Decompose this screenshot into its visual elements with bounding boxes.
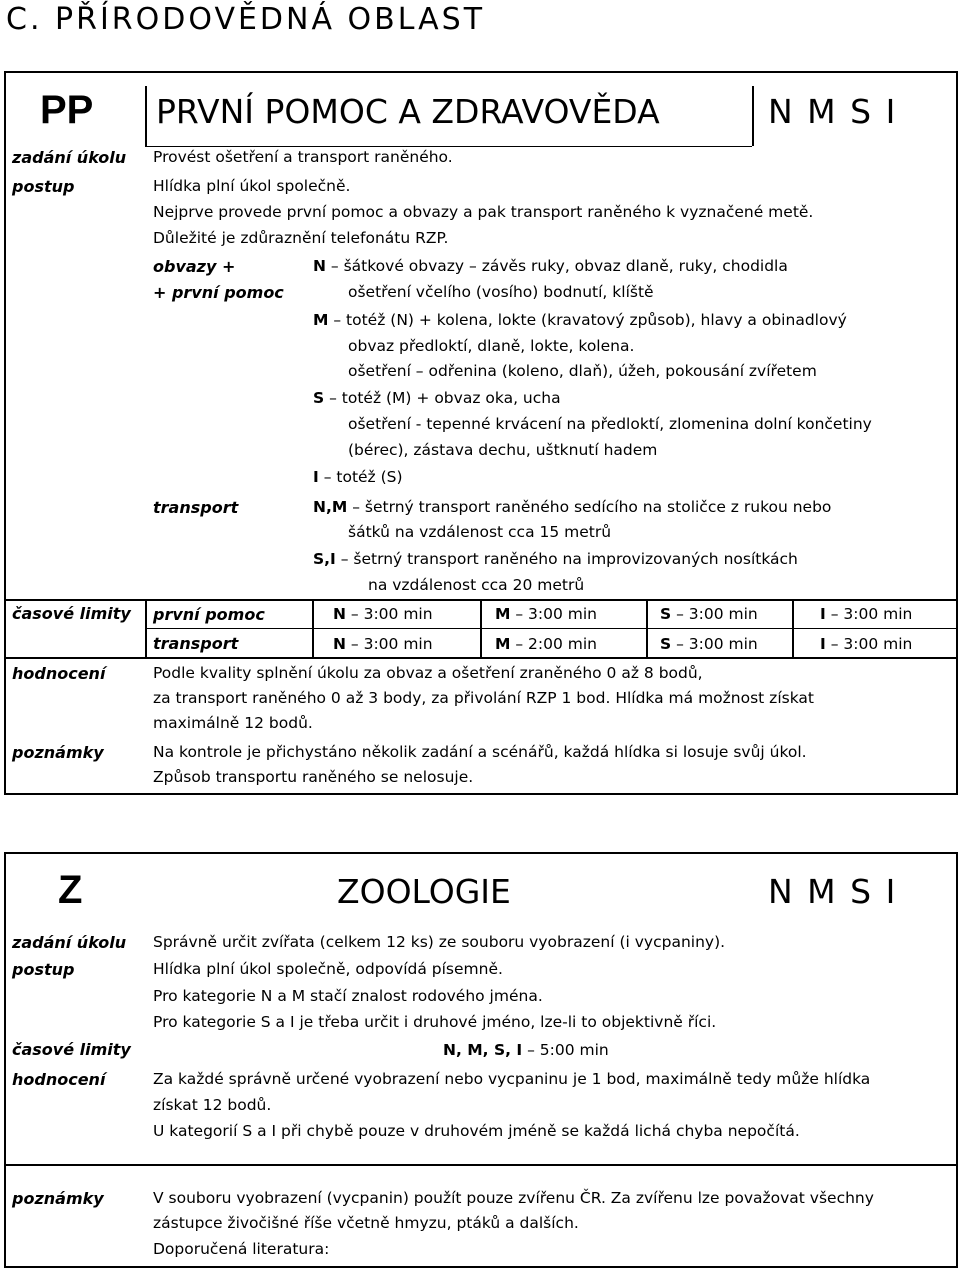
page-title: C. PŘÍRODOVĚDNÁ OBLAST [6,2,486,37]
pp-first-aid-line: I – totéž (S) [313,468,403,486]
pp-time-first-aid-label: první pomoc [153,605,265,624]
z-notes-line: zástupce živočišné říše včetně hmyzu, ptáků a dalších. [153,1214,579,1232]
pp-time-cell: N – 3:00 min [333,635,433,653]
pp-time-cell: S – 3:00 min [660,605,758,623]
pp-title: PRVNÍ POMOC A ZDRAVOVĚDA [156,92,660,131]
pp-notes-line: Na kontrole je přichystáno několik zadání a scénářů, každá hlídka si losuje svůj úkol. [153,743,807,761]
z-time: N, M, S, I – 5:00 min [443,1041,609,1059]
pp-first-aid-line: (bérec), zástava dechu, uštknutí hadem [348,441,658,459]
pp-first-aid-line: ošetření - tepenné krvácení na předloktí, zlomenina dolní končetiny [348,415,872,433]
pp-first-aid-line: N – šátkové obvazy – závěs ruky, obvaz dlaně, ruky, chodidla [313,257,788,275]
pp-first-aid-line: S – totéž (M) + obvaz oka, ucha [313,389,561,407]
pp-sub-label-bandage: obvazy + [153,257,236,276]
pp-first-aid-line: obvaz předloktí, dlaně, lokte, kolena. [348,337,635,355]
z-eval-line: U kategorií S a I při chybě pouze v druhovém jméně se každá lichá chyba nepočítá. [153,1122,800,1140]
pp-label-procedure: postup [12,177,75,196]
pp-eval-line: Podle kvality splnění úkolu za obvaz a ošetření zraněného 0 až 8 bodů, [153,664,703,682]
z-label-eval: hodnocení [12,1070,106,1089]
z-label-notes: poznámky [12,1189,104,1208]
pp-procedure-line: Nejprve provede první pomoc a obvazy a pak transport raněného k vyznačené metě. [153,203,814,221]
z-notes-line: Doporučená literatura: [153,1240,330,1258]
z-procedure-line: Pro kategorie N a M stačí znalost rodového jména. [153,987,543,1005]
z-notes-line: V souboru vyobrazení (vycpanin) použít pouze zvířenu ČR. Za zvířenu lze považovat všechny [153,1189,874,1207]
pp-eval-line: maximálně 12 bodů. [153,714,313,732]
z-title: ZOOLOGIE [337,872,511,911]
z-procedure-line: Hlídka plní úkol společně, odpovídá písemně. [153,960,503,978]
pp-notes-line: Způsob transportu raněného se nelosuje. [153,768,474,786]
z-procedure-line: Pro kategorie S a I je třeba určit i druhové jméno, lze-li to objektivně říci. [153,1013,717,1031]
pp-time-transport-label: transport [153,634,239,653]
pp-transport-line: S,I – šetrný transport raněného na improvizovaných nosítkách [313,550,798,568]
z-code: Z [58,868,83,912]
pp-categories: N M S I [768,92,898,131]
z-task: Správně určit zvířata (celkem 12 ks) ze souboru vyobrazení (i vycpaniny). [153,933,726,951]
pp-time-cell: I – 3:00 min [820,635,913,653]
pp-procedure-line: Hlídka plní úkol společně. [153,177,351,195]
pp-transport-line: šátků na vzdálenost cca 15 metrů [348,523,612,541]
pp-eval-line: za transport raněného 0 až 3 body, za přivolání RZP 1 bod. Hlídka má možnost získat [153,689,814,707]
pp-procedure-line: Důležité je zdůraznění telefonátu RZP. [153,229,449,247]
z-eval-line: Za každé správně určené vyobrazení nebo vycpaninu je 1 bod, maximálně tedy může hlídka [153,1070,871,1088]
pp-code: PP [40,88,94,132]
z-label-task: zadání úkolu [12,933,127,952]
pp-transport-line: na vzdálenost cca 20 metrů [368,576,585,594]
pp-first-aid-line: M – totéž (N) + kolena, lokte (kravatový způsob), hlavy a obinadlový [313,311,847,329]
pp-first-aid-line: ošetření včelího (vosího) bodnutí, klíště [348,283,654,301]
z-categories: N M S I [768,872,898,911]
z-label-time: časové limity [12,1040,131,1059]
pp-time-cell: S – 3:00 min [660,635,758,653]
pp-task: Provést ošetření a transport raněného. [153,148,453,166]
pp-label-time: časové limity [12,604,131,623]
pp-time-cell: M – 2:00 min [495,635,598,653]
pp-time-cell: M – 3:00 min [495,605,598,623]
pp-label-eval: hodnocení [12,664,106,683]
pp-sub-label-transport: transport [153,498,239,517]
pp-time-cell: I – 3:00 min [820,605,913,623]
z-label-procedure: postup [12,960,75,979]
z-eval-line: získat 12 bodů. [153,1096,272,1114]
pp-first-aid-line: ošetření – odřenina (koleno, dlaň), úžeh, pokousání zvířetem [348,362,817,380]
pp-label-task: zadání úkolu [12,148,127,167]
pp-sub-label-first-aid: + první pomoc [153,283,284,302]
pp-transport-line: N,M – šetrný transport raněného sedícího na stoličce z rukou nebo [313,498,832,516]
pp-time-cell: N – 3:00 min [333,605,433,623]
pp-label-notes: poznámky [12,743,104,762]
